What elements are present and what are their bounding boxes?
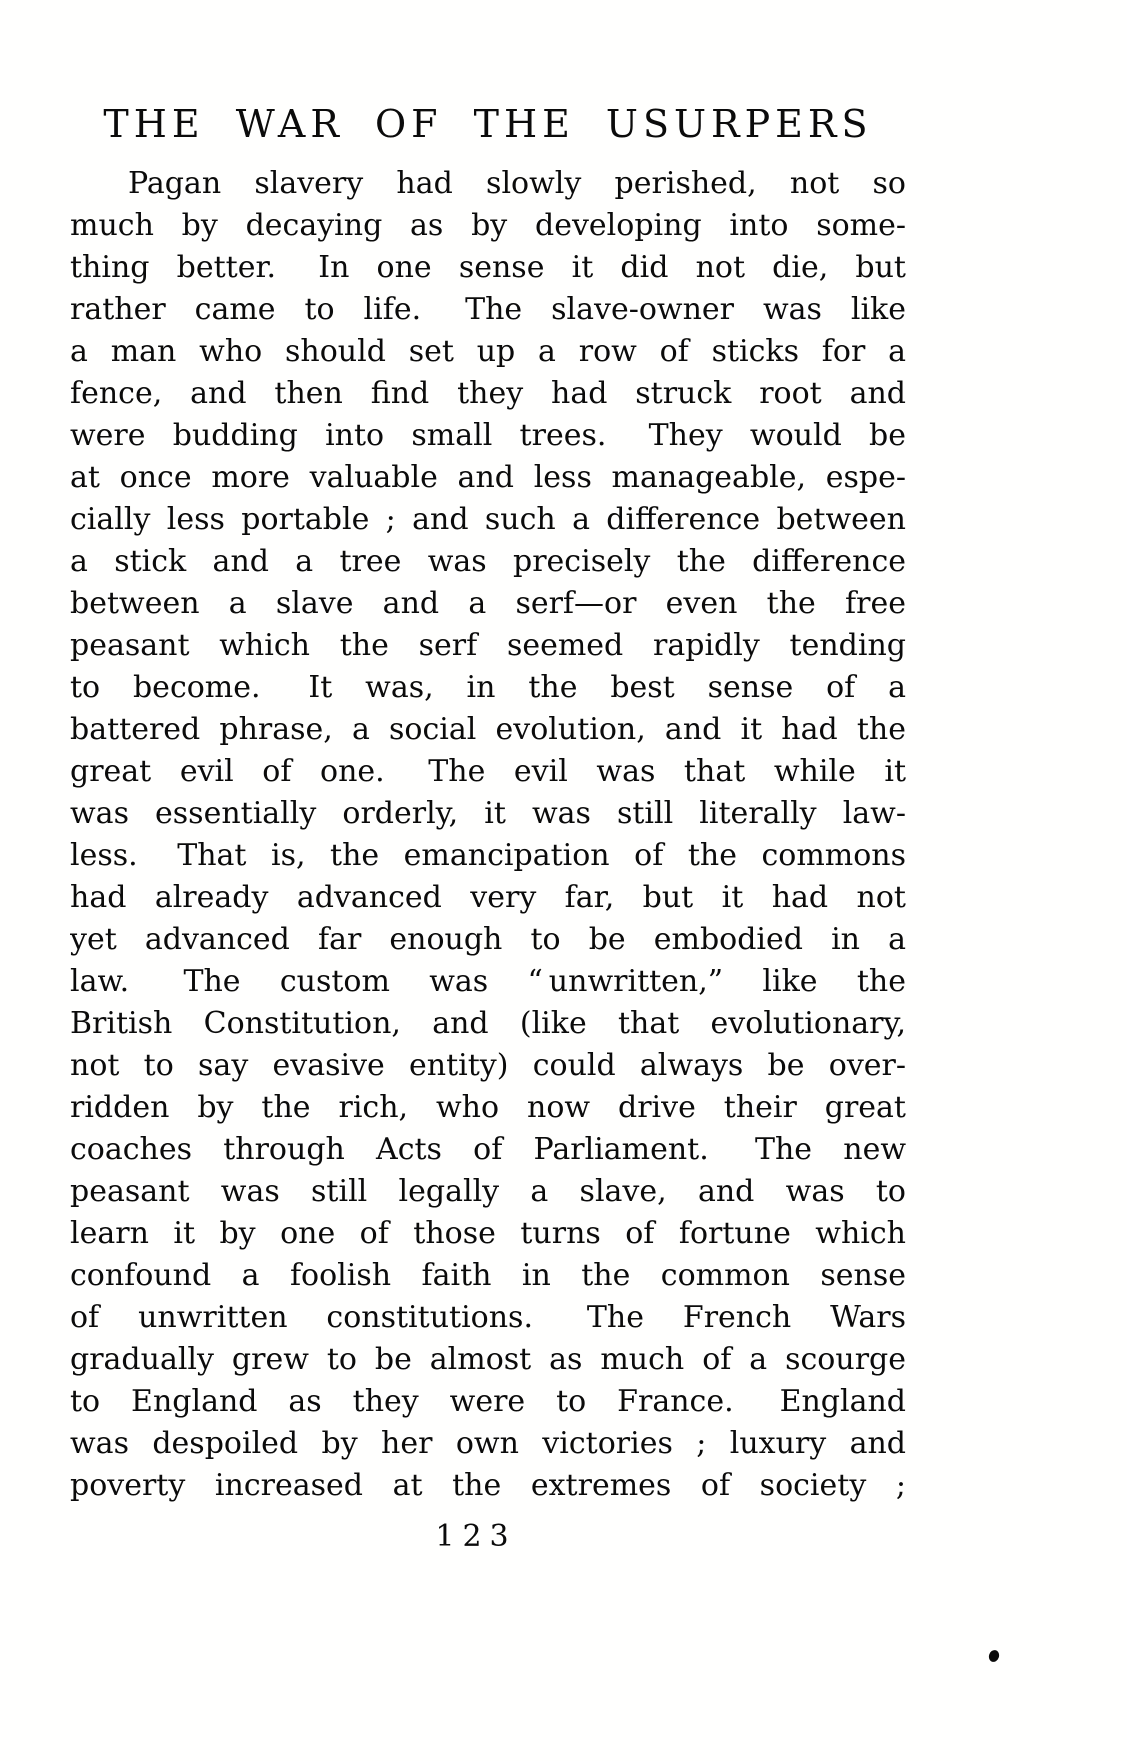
chapter-running-head: THE WAR OF THE USURPERS bbox=[103, 102, 873, 146]
text-line: not to say evasive entity) could always be over- bbox=[70, 1048, 906, 1083]
text-line: ridden by the rich, who now drive their great bbox=[70, 1090, 906, 1125]
text-line: battered phrase, a social evolution, and it had the bbox=[70, 712, 906, 747]
text-line: British Constitution, and (like that evolutionary, bbox=[70, 1006, 906, 1041]
text-line: law. The custom was “ unwritten,” like the bbox=[70, 964, 906, 999]
text-line: to England as they were to France. England bbox=[70, 1384, 906, 1419]
text-line: rather came to life. The slave-owner was like bbox=[70, 292, 906, 327]
text-line: yet advanced far enough to be embodied in a bbox=[70, 922, 906, 957]
text-line: cially less portable ; and such a difference between bbox=[70, 502, 906, 537]
text-line: poverty increased at the extremes of society ; bbox=[70, 1468, 906, 1503]
text-line: fence, and then find they had struck root and bbox=[70, 376, 906, 411]
body-text bbox=[70, 163, 906, 1507]
text-line: of unwritten constitutions. The French Wars bbox=[70, 1300, 906, 1335]
text-line: coaches through Acts of Parliament. The new bbox=[70, 1132, 906, 1167]
text-line: confound a foolish faith in the common sense bbox=[70, 1258, 906, 1293]
text-line: thing better. In one sense it did not die, but bbox=[70, 250, 906, 285]
text-line: was despoiled by her own victories ; luxury and bbox=[70, 1426, 906, 1461]
text-line: a man who should set up a row of sticks for a bbox=[70, 334, 906, 369]
text-line: to become. It was, in the best sense of a bbox=[70, 670, 906, 705]
text-line: Pagan slavery had slowly perished, not so bbox=[128, 166, 906, 201]
text-line: less. That is, the emancipation of the commons bbox=[70, 838, 906, 873]
text-line: much by decaying as by developing into some- bbox=[70, 208, 906, 243]
text-line: was essentially orderly, it was still literally law- bbox=[70, 796, 906, 831]
ink-speck-artifact bbox=[987, 1649, 1000, 1664]
text-line: great evil of one. The evil was that while it bbox=[70, 754, 906, 789]
text-line: learn it by one of those turns of fortune which bbox=[70, 1216, 906, 1251]
page-number: 123 bbox=[435, 1519, 517, 1554]
text-line: peasant was still legally a slave, and was to bbox=[70, 1174, 906, 1209]
text-line: gradually grew to be almost as much of a scourge bbox=[70, 1342, 906, 1377]
text-line: at once more valuable and less manageable, espe- bbox=[70, 460, 906, 495]
text-line: between a slave and a serf—or even the free bbox=[70, 586, 906, 621]
text-line: had already advanced very far, but it had not bbox=[70, 880, 906, 915]
text-line: a stick and a tree was precisely the difference bbox=[70, 544, 906, 579]
text-line: peasant which the serf seemed rapidly tending bbox=[70, 628, 906, 663]
text-line: were budding into small trees. They would be bbox=[70, 418, 906, 453]
